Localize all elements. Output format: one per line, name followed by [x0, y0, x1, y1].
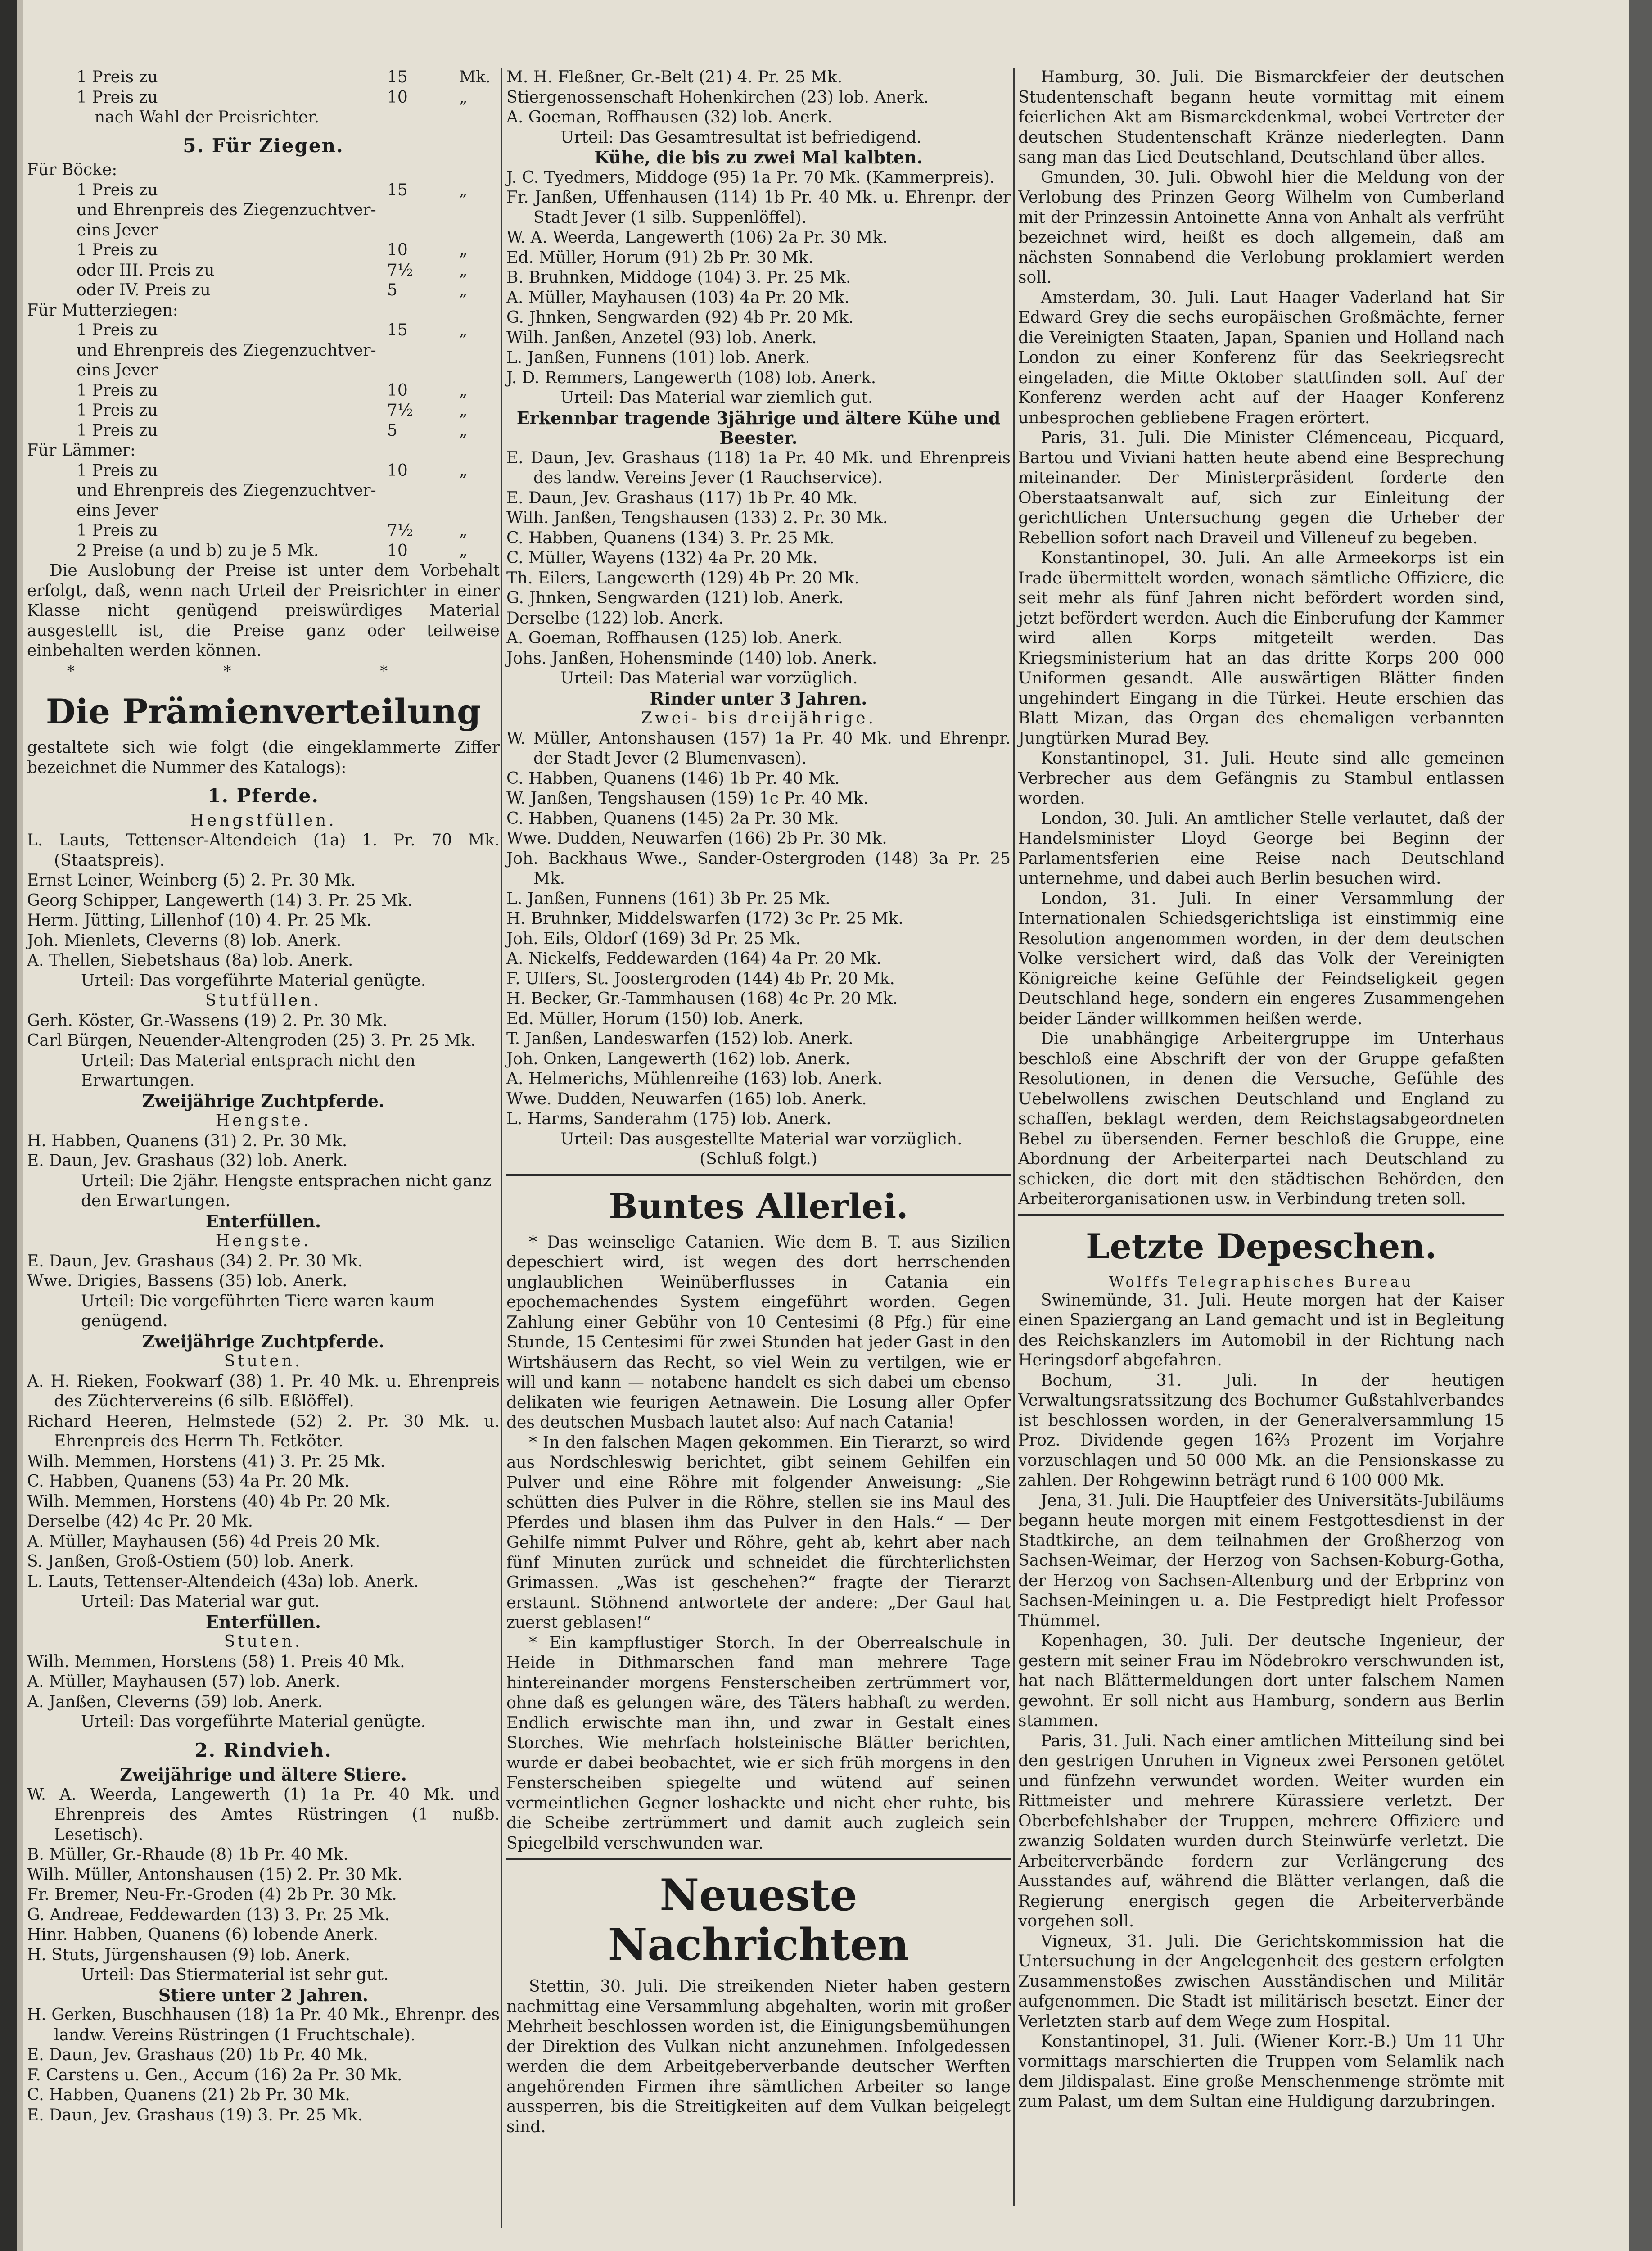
prize-row: 1 Preis zu 10 „ [77, 461, 468, 480]
mother-goats-prize-list [27, 321, 500, 441]
pregnant-cows-heading: Erkennbar tragende 3jährige und ältere Kühe und Beester. [516, 407, 1001, 448]
page-edge [17, 0, 23, 2251]
prize-row: 1 Preis zu 10 „ [77, 88, 468, 107]
list-item: G. Jhnken, Sengwarden (92) 4b Pr. 20 Mk. [506, 308, 854, 327]
list-item: E. Daun, Jev. Grashaus (118) 1a Pr. 40 Mk. und Ehrenpreis des landw. Vereins Jever (1 Rauchservice). [506, 448, 1011, 487]
stallion-foals-heading: Hengstfüllen. [190, 811, 337, 830]
list-item: J. C. Tyedmers, Middoge (95) 1a Pr. 70 Mk. (Kammerpreis). [506, 168, 995, 187]
news-article: Gmunden, 30. Juli. Obwohl hier die Meldung von der Verlobung des Prinzen Georg Wilhelm von Cumberland mit der Prinzessin Antoinette Anna von Anhalt als verfrüht bezeichnet wird, heißt es doch allgemein, daß am nächsten Sonnabend die Verlobung proklamiert werden soll. [1018, 168, 1504, 287]
list-item: Wilh. Müller, Antonshausen (15) 2. Pr. 30 Mk. [27, 1865, 403, 1884]
list-item: W. A. Weerda, Langewerth (106) 2a Pr. 30 Mk. [506, 228, 888, 247]
young-cattle-subheading: Zwei- bis dreijährige. [641, 709, 876, 728]
list-item: J. D. Remmers, Langewerth (108) lob. Anerk. [506, 368, 876, 387]
dispatch-article: Bochum, 31. Juli. In der heutigen Verwaltungsratssitzung des Bochumer Gußstahlverbandes ist beschlossen worden, in der Generalversammlung 15 Proz. Dividende gegen 16⅔ Prozent im Vorjahre vorzuschlagen und 50 000 Mk. an die Pensionskasse zu zahlen. Der Rohgewinn beträgt rund 6 100 000 Mk. [1018, 1371, 1504, 1490]
latest-news-heading: Neueste Nachrichten [608, 1870, 909, 1970]
mare-foals-heading: Stutfüllen. [205, 991, 322, 1010]
news-article: Stettin, 30. Juli. Die streikenden Nieter haben gestern nachmittag eine Versammlung abgehalten, worin mit großer Mehrheit beschlossen worden ist, die Einigungsbemühungen der Direktion des Vulkan nicht anzunehmen. Infolgedessen werden die dem Arbeitgeberverbande deutscher Werften angehörenden Firmen ihre sämtlichen Arbeiter so lange aussperren, bis die Streitigkeiten auf dem Vulkan beigelegt sind. [506, 1977, 1011, 2136]
stallion-foals-list [27, 831, 500, 971]
dispatches-source: Wolffs Telegraphisches Bureau [1109, 1273, 1414, 1290]
column-middle [506, 68, 1011, 2137]
list-item: Wilh. Memmen, Horstens (40) 4b Pr. 20 Mk. [27, 1492, 391, 1511]
pregnant-cows-list [506, 448, 1011, 669]
misc-article: * In den falschen Magen gekommen. Ein Tierarzt, so wird aus Nordschleswig berichtet, gibt seinem Gehilfen ein Pulver und eine Röhre mit folgender Anweisung: „Sie schütten dies Pulver in die Röhre, stellen sie ins Maul des Pferdes und blasen ihm das Pulver in den Hals.“ — Der Gehilfe nimmt Pulver und Röhre, geht ab, kehrt aber nach fünf Minuten zurück und schneidet die fürchterlichsten Grimassen. „Was ist geschehen?“ fragte der Tierarzt erstaunt. Stöhnend antwortete der andere: „Der Gaul hat zuerst geblasen!“ [506, 1433, 1011, 1632]
list-item: H. Becker, Gr.-Tammhausen (168) 4c Pr. 20 Mk. [506, 990, 898, 1008]
young-bulls-heading: Stiere unter 2 Jahren. [158, 1984, 369, 2005]
list-item: A. Helmerichs, Mühlenreihe (163) lob. Anerk. [506, 1070, 883, 1088]
list-item: C. Habben, Quanens (21) 2b Pr. 30 Mk. [27, 2086, 350, 2104]
verdict: Urteil: Das Stiermaterial ist sehr gut. [81, 1966, 389, 1984]
list-item: C. Habben, Quanens (134) 3. Pr. 25 Mk. [506, 529, 835, 547]
list-item: W. A. Weerda, Langewerth (1) 1a Pr. 40 Mk. und Ehrenpreis des Amtes Rüstringen (1 nußb. Lesetisch). [27, 1785, 500, 1844]
prize-row: eins Jever [77, 221, 158, 240]
list-item: H. Bruhnker, Middelswarfen (172) 3c Pr. 25 Mk. [506, 909, 903, 928]
cows-list [506, 168, 1011, 389]
mares-list [27, 1372, 500, 1592]
list-item: Derselbe (42) 4c Pr. 20 Mk. [27, 1512, 253, 1531]
misc-article: * Das weinselige Catanien. Wie dem B. T. aus Sizilien depeschiert wird, ist wegen des dort herrschenden unglaublichen Weinüberflusses in Catania ein epochemachendes System eingeführt worden. Gegen Zahlung einer Gebühr von 10 Centesimi (8 Pfg.) für eine Stunde, 15 Centesimi für zwei Stunden hat jeder Gast in den Wirtshäusern das Recht, so viel Wein zu vertilgen, wie er will und kann — notabene handelt es sich dabei um ebenso delikaten wie feurigen Aetnawein. Die Losung aller Opfer des deutschen Musbach lautet also: Auf nach Catania! [506, 1233, 1011, 1432]
list-item: Fr. Bremer, Neu-Fr.-Groden (4) 2b Pr. 30 Mk. [27, 1885, 397, 1904]
news-article: Hamburg, 30. Juli. Die Bismarckfeier der deutschen Studentenschaft begann heute vormittag mit einem feierlichen Akt am Bismarckdenkmal, wobei Vertreter der deutschen Studentenschaft Kränze niederlegten. Dann sang man das Lied Deutschland, Deutschland über alles. [1018, 68, 1504, 167]
stallions-heading: Hengste. [215, 1112, 311, 1130]
dispatch-article: Swinemünde, 31. Juli. Heute morgen hat der Kaiser einen Spaziergang an Land gemacht und ist in Begleitung des Reichskanzlers im Automobil in der Richtung nach Heringsdorf abgefahren. [1018, 1291, 1504, 1370]
prize-row: und Ehrenpreis des Ziegenzuchtver- [77, 201, 376, 219]
column-left [27, 68, 500, 2125]
list-item: A. Janßen, Cleverns (59) lob. Anerk. [27, 1692, 323, 1711]
list-item: Wilh. Memmen, Horstens (41) 3. Pr. 25 Mk. [27, 1452, 385, 1471]
dispatch-article: Kopenhagen, 30. Juli. Der deutsche Ingenieur, der gestern mit seiner Frau im Nödebrokro verschwunden ist, hat nach Blättermeldungen dort unter falschem Namen gewohnt. Er soll nicht aus Hamburg, sondern aus Berlin stammen. [1018, 1632, 1504, 1730]
list-item: Johs. Janßen, Hohensminde (140) lob. Anerk. [506, 649, 877, 668]
list-item: C. Habben, Quanens (146) 1b Pr. 40 Mk. [506, 769, 840, 788]
list-item: B. Bruhnken, Middoge (104) 3. Pr. 25 Mk. [506, 268, 851, 287]
verdict: Urteil: Das Material war vorzüglich. [560, 669, 858, 687]
section-rule [506, 1858, 1011, 1860]
cows-heading: Kühe, die bis zu zwei Mal kalbten. [594, 147, 923, 167]
list-item: Ed. Müller, Horum (150) lob. Anerk. [506, 1009, 804, 1028]
list-item: H. Stuts, Jürgenshausen (9) lob. Anerk. [27, 1945, 351, 1964]
verdict: Urteil: Das Material entsprach nicht den Erwartungen. [81, 1051, 415, 1090]
list-item: Hinr. Habben, Quanens (6) lobende Anerk. [27, 1926, 379, 1944]
list-item: W. Müller, Antonshausen (157) 1a Pr. 40 Mk. und Ehrenpr. der Stadt Jever (2 Blumenvasen). [506, 729, 1011, 768]
prize-row: eins Jever [77, 501, 158, 520]
list-item: A. Nickelfs, Feddewarden (164) 4a Pr. 20 Mk. [506, 949, 882, 968]
list-item: C. Habben, Quanens (53) 4a Pr. 20 Mk. [27, 1472, 350, 1491]
distribution-heading: Die Prämienverteilung [45, 692, 481, 732]
section-rule [506, 1174, 1011, 1176]
list-item: G. Jhnken, Sengwarden (121) lob. Anerk. [506, 589, 844, 607]
young-cattle-list [506, 729, 1011, 1130]
list-item: A. Müller, Mayhausen (57) lob. Anerk. [27, 1672, 340, 1691]
list-item: M. H. Fleßner, Gr.-Belt (21) 4. Pr. 25 Mk. [506, 68, 843, 86]
mares-heading: Stuten. [224, 1352, 303, 1370]
list-item: A. Müller, Mayhausen (103) 4a Pr. 20 Mk. [506, 288, 850, 307]
list-item: Ernst Leiner, Weinberg (5) 2. Pr. 30 Mk. [27, 871, 356, 890]
prize-row: 2 Preise (a und b) zu je 5 Mk. 10 „ [77, 541, 468, 560]
dispatch-article: Vigneux, 31. Juli. Die Gerichtskommission hat die Untersuchung in der Angelegenheit des gestern erfolgten Zusammenstoßes zwischen Ausständischen und Militär aufgenommen. Die Stadt ist militärisch besetzt. Einer der Verletzten starb auf dem Wege zum Hospital. [1018, 1932, 1504, 2031]
prize-row: eins Jever [77, 361, 158, 380]
young-cattle-heading: Rinder unter 3 Jahren. [650, 688, 867, 709]
column-right [1018, 68, 1504, 2112]
prize-row: 1 Preis zu 15 Mk. [77, 68, 491, 86]
list-item: A. Goeman, Roffhausen (32) lob. Anerk. [506, 108, 833, 127]
news-article: Paris, 31. Juli. Die Minister Clémenceau, Picquard, Bartou und Viviani hatten heute abend eine Besprechung miteinander. Der Ministerpräsident forderte den Oberstaatsanwalt auf, sich zur Einleitung der gerichtlichen Untersuchung gegen die Urheber der Rebellion sofort nach Draveil und Villeneuf zu begeben. [1018, 429, 1504, 547]
list-item: Th. Eilers, Langewerth (129) 4b Pr. 20 Mk. [506, 569, 859, 588]
list-item: A. H. Rieken, Fookwarf (38) 1. Pr. 40 Mk. u. Ehrenpreis des Züchtervereins (6 silb. Eßlöffel). [27, 1372, 500, 1410]
dispatches-heading: Letzte Depeschen. [1085, 1226, 1437, 1266]
mother-goats-label: Für Mutterziegen: [27, 301, 178, 320]
misc-article: * Ein kampflustiger Storch. In der Oberrealschule in Heide in Dithmarschen fand man mehrere Tage hintereinander morgens Fensterscheiben zertrümmert vor, ohne daß es gelungen wäre, des Täters habhaft zu werden. Endlich erwischte man ihn, und zwar in Gestalt eines Storches. Wie mehrfach holsteinische Blätter berichten, wurde er dabei beobachtet, wie er sich früh morgens in den Fensterscheiben spiegelte und wütend auf seinen vermeintlichen Gegner loshackte und nicht eher ruhte, bis die Scheibe zertrümmert und damit auch zugleich sein Spiegelbild verschwunden war. [506, 1633, 1011, 1853]
prize-notice: Die Auslobung der Preise ist unter dem Vorbehalt erfolgt, daß, wenn nach Urteil der Preisrichter in einer Klasse nicht genügend preiswürdiges Material ausgestellt ist, die Preise ganz oder teilweise einbehalten werden können. [27, 561, 500, 660]
news-article: Amsterdam, 30. Juli. Laut Haager Vaderland hat Sir Edward Grey die sechs europäischen Großmächte, ferner die Vereinigten Staaten, Japan, Spanien und Holland nach London zu einer Konferenz für das Seekriegsrecht eingeladen, die Mitte Oktober stattfinden soll. Auf der Konferenz werden acht auf der Haager Konferenz unbesprochen gebliebene Fragen erörtert. [1018, 288, 1504, 427]
section-rule [1018, 1214, 1504, 1216]
prize-row: 1 Preis zu 15 „ [77, 321, 468, 339]
prize-row: 1 Preis zu 10 „ [77, 241, 468, 259]
news-article: Konstantinopel, 30. Juli. An alle Armeekorps ist ein Irade übermittelt worden, wonach sämtliche Offiziere, die seit mehr als fünf Jahren nicht befördert worden sind, jetzt befördert werden. Auch die Einberufung der Kammer wird allen Korps mitgeteilt werden. Das Kriegsministerium hat an das dritte Korps 200 000 Uniformen gesandt. Alle auswärtigen Blätter finden ungehindert Eingang in die Türkei. Heute erschien das Blatt Mizan, das Organ des ehemaligen verbannten Jungtürken Murad Bey. [1018, 549, 1504, 748]
list-item: C. Müller, Wayens (132) 4a Pr. 20 Mk. [506, 549, 818, 567]
list-item: Wilh. Memmen, Horstens (58) 1. Preis 40 Mk. [27, 1652, 405, 1671]
list-item: H. Habben, Quanens (31) 2. Pr. 30 Mk. [27, 1131, 348, 1150]
list-item: Stiergenossenschaft Hohenkirchen (23) lob. Anerk. [506, 88, 929, 107]
verdict: Urteil: Die 2jähr. Hengste entsprachen nicht ganz den Erwartungen. [81, 1171, 492, 1210]
continuation-note: (Schluß folgt.) [700, 1150, 817, 1168]
list-item: Georg Schipper, Langewerth (14) 3. Pr. 25 Mk. [27, 891, 413, 910]
news-article: London, 30. Juli. An amtlicher Stelle verlautet, daß der Handelsminister Lloyd George bei Beginn der Parlamentsferien eine Reise nach Deutschland unternehme, und dabei auch Berlin besuchen wird. [1018, 809, 1504, 888]
list-item: W. Janßen, Tengshausen (159) 1c Pr. 40 Mk. [506, 789, 869, 808]
list-item: E. Daun, Jev. Grashaus (19) 3. Pr. 25 Mk. [27, 2106, 363, 2124]
list-item: B. Müller, Gr.-Rhaude (8) 1b Pr. 40 Mk. [27, 1845, 348, 1864]
stallions-heading-2: Hengste. [215, 1232, 311, 1250]
verdict: Urteil: Das vorgeführte Material genügte. [81, 1713, 426, 1731]
list-item: Joh. Onken, Langewerth (162) lob. Anerk. [506, 1049, 850, 1068]
list-item: Joh. Mienlets, Cleverns (8) lob. Anerk. [27, 931, 342, 950]
verdict: Urteil: Das Material war gut. [81, 1592, 320, 1611]
list-item: C. Habben, Quanens (145) 2a Pr. 30 Mk. [506, 809, 840, 828]
list-item: Wwe. Drigies, Bassens (35) lob. Anerk. [27, 1272, 348, 1290]
prize-row: oder IV. Preis zu 5 „ [77, 281, 468, 299]
separator-stars: * * * [67, 662, 460, 680]
lambs-label: Für Lämmer: [27, 441, 136, 460]
lambs-prize-list [27, 461, 500, 561]
list-item: L. Janßen, Funnens (161) 3b Pr. 25 Mk. [506, 889, 831, 908]
goats-heading: 5. Für Ziegen. [183, 134, 344, 157]
bulls-list [27, 1785, 500, 1966]
verdict: Urteil: Das Gesamtresultat ist befriedigend. [560, 128, 922, 147]
list-item: Gerh. Köster, Gr.-Wassens (19) 2. Pr. 30 Mk. [27, 1011, 388, 1030]
list-item: Joh. Eils, Oldorf (169) 3d Pr. 25 Mk. [506, 929, 801, 948]
dispatch-article: Jena, 31. Juli. Die Hauptfeier des Universitäts-Jubiläums begann heute morgen mit einem Festgottesdienst in der Stadtkirche, an dem teilnahmen der Großherzog von Sachsen-Weimar, der Herzog von Sachsen-Koburg-Gotha, der Herzog von Sachsen-Altenburg und der Erbprinz von Sachsen-Meiningen u. a. Die Festpredigt hielt Professor Thümmel. [1018, 1491, 1504, 1630]
verdict: Urteil: Das vorgeführte Material genügte. [81, 971, 426, 990]
prize-row: 1 Preis zu 10 „ [77, 381, 468, 400]
colts-heading-2: Enterfüllen. [205, 1611, 321, 1632]
list-item: Ed. Müller, Horum (91) 2b Pr. 30 Mk. [506, 248, 814, 267]
two-year-breeding-heading-2: Zweijährige Zuchtpferde. [142, 1331, 385, 1352]
news-article: London, 31. Juli. In einer Versammlung der Internationalen Schiedsgerichtsliga ist einstimmig eine Resolution angenommen worden, in der dem deutschen Volke versichert wird, daß das Volk der Vereinigten Königreiche keine Gefühle der Feindseligkeit gegen Deutschland hege, sondern ein engeres Zusammengehen beider Länder willkommen heißen werde. [1018, 889, 1504, 1028]
list-item: L. Janßen, Funnens (101) lob. Anerk. [506, 348, 810, 367]
list-item: Wwe. Dudden, Neuwarfen (166) 2b Pr. 30 Mk. [506, 829, 887, 848]
young-bulls-list [27, 2005, 500, 2125]
list-item: F. Ulfers, St. Joostergroden (144) 4b Pr. 20 Mk. [506, 969, 895, 988]
list-item: H. Gerken, Buschhausen (18) 1a Pr. 40 Mk., Ehrenpr. des landw. Vereins Rüstringen (1 Fruchtschale). [27, 2006, 500, 2044]
list-item: A. Thellen, Siebetshaus (8a) lob. Anerk. [27, 951, 353, 970]
list-item: Derselbe (122) lob. Anerk. [506, 609, 724, 628]
list-item: F. Carstens u. Gen., Accum (16) 2a Pr. 30 Mk. [27, 2066, 402, 2084]
bulls-heading: Zweijährige und ältere Stiere. [120, 1764, 407, 1785]
verdict: Urteil: Das Material war ziemlich gut. [560, 389, 873, 407]
dispatch-article: Paris, 31. Juli. Nach einer amtlichen Mitteilung sind bei den gestrigen Unruhen in Vigneux zwei Personen getötet und fünfzehn verwundet worden. Weiter wurden ein Rittmeister und mehrere Kürassiere verletzt. Der Oberbefehlshaber der Truppen, mehrere Offiziere und zwanzig Soldaten wurden durch Steinwürfe verletzt. Die Arbeiterverbände fordern zur Verlängerung des Ausstandes auf, während die Blätter verlangen, daß die Regierung energisch gegen die Arbeiterverbände vorgehen soll. [1018, 1731, 1504, 1930]
mares-heading-2: Stuten. [224, 1632, 303, 1651]
list-item: E. Daun, Jev. Grashaus (34) 2. Pr. 30 Mk. [27, 1252, 363, 1270]
list-item: A. Goeman, Roffhausen (125) lob. Anerk. [506, 629, 843, 647]
two-year-breeding-heading: Zweijährige Zuchtpferde. [142, 1090, 385, 1111]
prize-row: und Ehrenpreis des Ziegenzuchtver- [77, 481, 376, 500]
binding-shadow [0, 0, 17, 2251]
news-article: Die unabhängige Arbeitergruppe im Unterhaus beschloß eine Abschrift der von der Gruppe gefaßten Resolutionen, in denen die Versuche, Gefühle des Uebelwollens zwischen Deutschland und England zu schaffen, beklagt werden, dem Reichstagsabgeordneten Bebel zu übersenden. Ferner beschloß die Gruppe, eine Abordnung der Arbeiterpartei nach Deutschland zu schicken, die dort mit den städtischen Behörden, den Arbeiterorganisationen usw. in Verbindung treten soll. [1018, 1030, 1504, 1208]
list-item: Wilh. Janßen, Tengshausen (133) 2. Pr. 30 Mk. [506, 509, 888, 527]
prize-row: und Ehrenpreis des Ziegenzuchtver- [77, 341, 376, 360]
list-item: G. Andreae, Feddewarden (13) 3. Pr. 25 Mk. [27, 1905, 390, 1924]
list-item: Fr. Janßen, Uffenhausen (114) 1b Pr. 40 Mk. u. Ehrenpr. der Stadt Jever (1 silb. Suppenlöffel). [506, 188, 1011, 227]
list-item: E. Daun, Jev. Grashaus (32) lob. Anerk. [27, 1152, 348, 1170]
column-divider [501, 68, 502, 2228]
list-item: Richard Heeren, Helmstede (52) 2. Pr. 30 Mk. u. Ehrenpreis des Herrn Th. Fetköter. [27, 1412, 500, 1451]
list-item: A. Müller, Mayhausen (56) 4d Preis 20 Mk. [27, 1532, 380, 1551]
dispatch-article: Konstantinopel, 31. Juli. (Wiener Korr.-B.) Um 11 Uhr vormittags marschierten die Truppen vom Selamlik nach dem Jildispalast. Eine große Menschenmenge strömte mit zum Palast, um dem Sultan eine Huldigung darzubringen. [1018, 2032, 1504, 2111]
list-item: E. Daun, Jev. Grashaus (117) 1b Pr. 40 Mk. [506, 488, 858, 507]
prize-row: oder III. Preis zu 7½ „ [77, 261, 468, 280]
list-item: E. Daun, Jev. Grashaus (20) 1b Pr. 40 Mk. [27, 2046, 368, 2064]
list-item: Wwe. Dudden, Neuwarfen (165) lob. Anerk. [506, 1089, 867, 1108]
cattle-heading: 2. Rindvieh. [194, 1739, 332, 1761]
prize-row: 1 Preis zu 7½ „ [77, 401, 468, 420]
list-item: Joh. Backhaus Wwe., Sander-Ostergroden (148) 3a Pr. 25 Mk. [506, 849, 1011, 888]
list-item: S. Janßen, Groß-Ostiem (50) lob. Anerk. [27, 1552, 354, 1571]
bucks-prize-list [27, 181, 500, 301]
colts-heading: Enterfüllen. [205, 1211, 321, 1231]
misc-heading: Buntes Allerlei. [609, 1186, 908, 1226]
list-item: L. Harms, Sanderahm (175) lob. Anerk. [506, 1110, 831, 1128]
horses-heading: 1. Pferde. [208, 785, 319, 807]
distribution-intro: gestaltete sich wie folgt (die eingeklammerte Ziffer bezeichnet die Nummer des Katalogs): [27, 738, 500, 777]
list-item: Herm. Jütting, Lillenhof (10) 4. Pr. 25 Mk. [27, 911, 372, 930]
prize-row: 1 Preis zu 15 „ [77, 181, 468, 199]
column-divider [1013, 68, 1015, 2206]
verdict: Urteil: Die vorgeführten Tiere waren kaum genügend. [81, 1292, 435, 1330]
list-item: T. Janßen, Landeswarfen (152) lob. Anerk. [506, 1030, 853, 1048]
list-item: Wilh. Janßen, Anzetel (93) lob. Anerk. [506, 328, 817, 347]
list-item: L. Lauts, Tettenser-Altendeich (43a) lob. Anerk. [27, 1572, 419, 1591]
prize-row: 1 Preis zu 5 „ [77, 421, 468, 440]
bucks-label: Für Böcke: [27, 161, 117, 179]
list-item: Carl Bürgen, Neuender-Altengroden (25) 3. Pr. 25 Mk. [27, 1031, 476, 1050]
verdict: Urteil: Das ausgestellte Material war vorzüglich. [560, 1130, 962, 1148]
top-prize-list [27, 68, 500, 128]
prize-row: nach Wahl der Preisrichter. [95, 108, 320, 127]
news-article: Konstantinopel, 31. Juli. Heute sind alle gemeinen Verbrecher aus dem Gefängnis zu Stambul entlassen worden. [1018, 749, 1504, 808]
prize-row: 1 Preis zu 7½ „ [77, 521, 468, 540]
list-item: L. Lauts, Tettenser-Altendeich (1a) 1. Pr. 70 Mk. (Staatspreis). [27, 831, 500, 870]
